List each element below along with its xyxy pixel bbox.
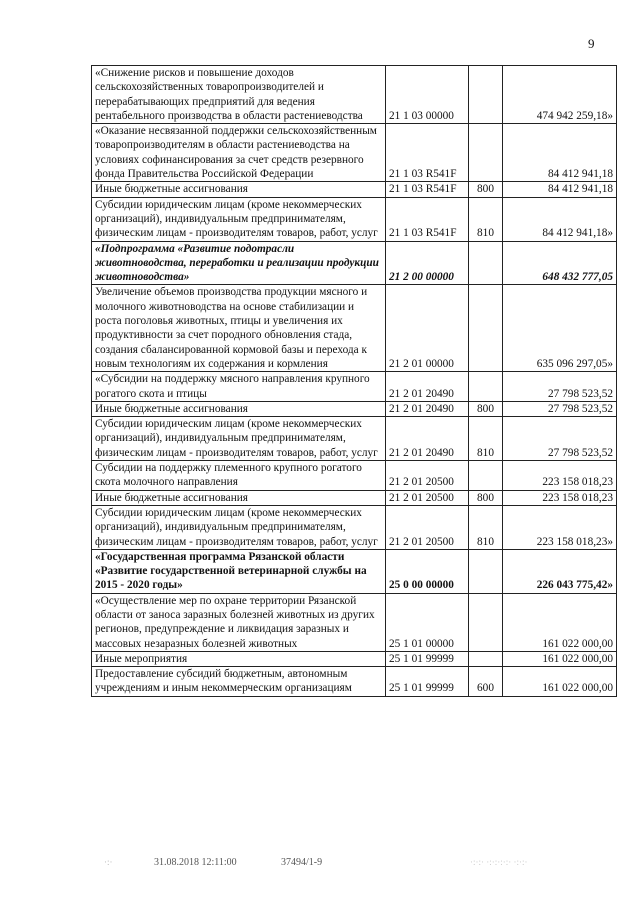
table-row [92, 593, 617, 651]
row-expense-type: 800 [469, 182, 503, 197]
row-expense-type: 600 [469, 667, 503, 697]
row-expense-type: 800 [469, 490, 503, 505]
row-sum: 27 798 523,52 [503, 401, 617, 416]
row-code: 21 2 01 20490 [386, 417, 469, 461]
row-code: 21 2 01 20500 [386, 490, 469, 505]
table-row [92, 417, 617, 461]
row-code: 21 2 01 20500 [386, 461, 469, 491]
table-row [92, 490, 617, 505]
row-sum: 648 432 777,05 [503, 241, 617, 285]
row-code: 25 1 01 99999 [386, 651, 469, 666]
footer-stamp: ·:·:· ·:·:·:·:· ·:·:· [470, 857, 528, 867]
row-name: «Снижение рисков и повышение доходов сельскохозяйственных товаропроизводителей и перерабатывающих предприятий для ведения рентабельного производства в области растениеводства [92, 66, 386, 124]
row-name: «Государственная программа Рязанской области «Развитие государственной ветеринарной службы на 2015 - 2020 годы» [92, 549, 386, 593]
row-code: 21 1 03 00000 [386, 66, 469, 124]
row-expense-type: 800 [469, 401, 503, 416]
row-sum: 226 043 775,42» [503, 549, 617, 593]
row-code: 21 2 01 00000 [386, 285, 469, 372]
row-name: Иные бюджетные ассигнования [92, 401, 386, 416]
row-sum: 635 096 297,05» [503, 285, 617, 372]
table-row [92, 66, 617, 124]
row-sum: 223 158 018,23 [503, 461, 617, 491]
row-expense-type [469, 372, 503, 402]
row-name: «Субсидии на поддержку мясного направления крупного рогатого скота и птицы [92, 372, 386, 402]
budget-rows [92, 66, 617, 697]
row-sum: 474 942 259,18» [503, 66, 617, 124]
table-row [92, 505, 617, 549]
row-sum: 84 412 941,18» [503, 197, 617, 241]
row-name: Иные мероприятия [92, 651, 386, 666]
table-row [92, 241, 617, 285]
table-row [92, 651, 617, 666]
row-name: Увеличение объемов производства продукции мясного и молочного животноводства на основе стабилизации и роста поголовья животных, птицы и увеличения их продуктивности за счет породного обновления стада, создания сбалансированной кормовой базы и перехода к новым технологиям их содержания и кормления [92, 285, 386, 372]
row-expense-type: 810 [469, 197, 503, 241]
row-code: 21 1 03 R541F [386, 182, 469, 197]
row-expense-type [469, 66, 503, 124]
row-sum: 223 158 018,23 [503, 490, 617, 505]
row-expense-type [469, 549, 503, 593]
row-code: 25 0 00 00000 [386, 549, 469, 593]
row-expense-type [469, 124, 503, 182]
row-expense-type [469, 285, 503, 372]
table-row [92, 285, 617, 372]
row-code: 21 1 03 R541F [386, 197, 469, 241]
row-code: 21 2 01 20490 [386, 372, 469, 402]
row-sum: 84 412 941,18 [503, 124, 617, 182]
row-name: Субсидии юридическим лицам (кроме некоммерческих организаций), индивидуальным предпринимателям, физическим лицам - производителям товаров, работ, услуг [92, 417, 386, 461]
row-code: 21 1 03 R541F [386, 124, 469, 182]
table-row [92, 372, 617, 402]
table-row [92, 182, 617, 197]
row-sum: 27 798 523,52 [503, 417, 617, 461]
row-name: Субсидии юридическим лицам (кроме некоммерческих организаций), индивидуальным предпринимателям, физическим лицам - производителям товаров, работ, услуг [92, 505, 386, 549]
row-sum: 161 022 000,00 [503, 593, 617, 651]
page-number: 9 [588, 36, 595, 51]
footer-doc-number: 37494/1-9 [281, 857, 323, 868]
row-expense-type [469, 461, 503, 491]
row-code: 25 1 01 00000 [386, 593, 469, 651]
row-sum: 84 412 941,18 [503, 182, 617, 197]
row-expense-type [469, 593, 503, 651]
row-code: 21 2 01 20490 [386, 401, 469, 416]
row-sum: 161 022 000,00 [503, 651, 617, 666]
row-name: Иные бюджетные ассигнования [92, 182, 386, 197]
row-expense-type [469, 241, 503, 285]
footer-mark: ·:· [104, 857, 113, 867]
table-row [92, 197, 617, 241]
row-name: «Подпрограмма «Развитие подотрасли животноводства, переработки и реализации продукции животноводства» [92, 241, 386, 285]
row-sum: 161 022 000,00 [503, 667, 617, 697]
row-name: Иные бюджетные ассигнования [92, 490, 386, 505]
row-name: Субсидии на поддержку племенного крупного рогатого скота молочного направления [92, 461, 386, 491]
table-row [92, 667, 617, 697]
row-name: «Осуществление мер по охране территории Рязанской области от заноса заразных болезней животных из других регионов, предупреждение и ликвидация заразных и массовых незаразных болезней животных [92, 593, 386, 651]
footer-date: 31.08.2018 12:11:00 [154, 857, 237, 868]
budget-table [91, 65, 617, 697]
row-expense-type: 810 [469, 417, 503, 461]
row-name: Субсидии юридическим лицам (кроме некоммерческих организаций), индивидуальным предпринимателям, физическим лицам - производителям товаров, работ, услуг [92, 197, 386, 241]
row-code: 21 2 01 20500 [386, 505, 469, 549]
row-name: «Оказание несвязанной поддержки сельскохозяйственным товаропроизводителям в области растениеводства на условиях софинансирования за счет средств резервного фонда Правительства Российской Федерации [92, 124, 386, 182]
row-expense-type [469, 651, 503, 666]
row-name: Предоставление субсидий бюджетным, автономным учреждениям и иным некоммерческим организациям [92, 667, 386, 697]
table-row [92, 124, 617, 182]
table-row [92, 401, 617, 416]
table-row [92, 461, 617, 491]
row-code: 25 1 01 99999 [386, 667, 469, 697]
row-expense-type: 810 [469, 505, 503, 549]
row-sum: 27 798 523,52 [503, 372, 617, 402]
row-sum: 223 158 018,23» [503, 505, 617, 549]
table-row [92, 549, 617, 593]
row-code: 21 2 00 00000 [386, 241, 469, 285]
